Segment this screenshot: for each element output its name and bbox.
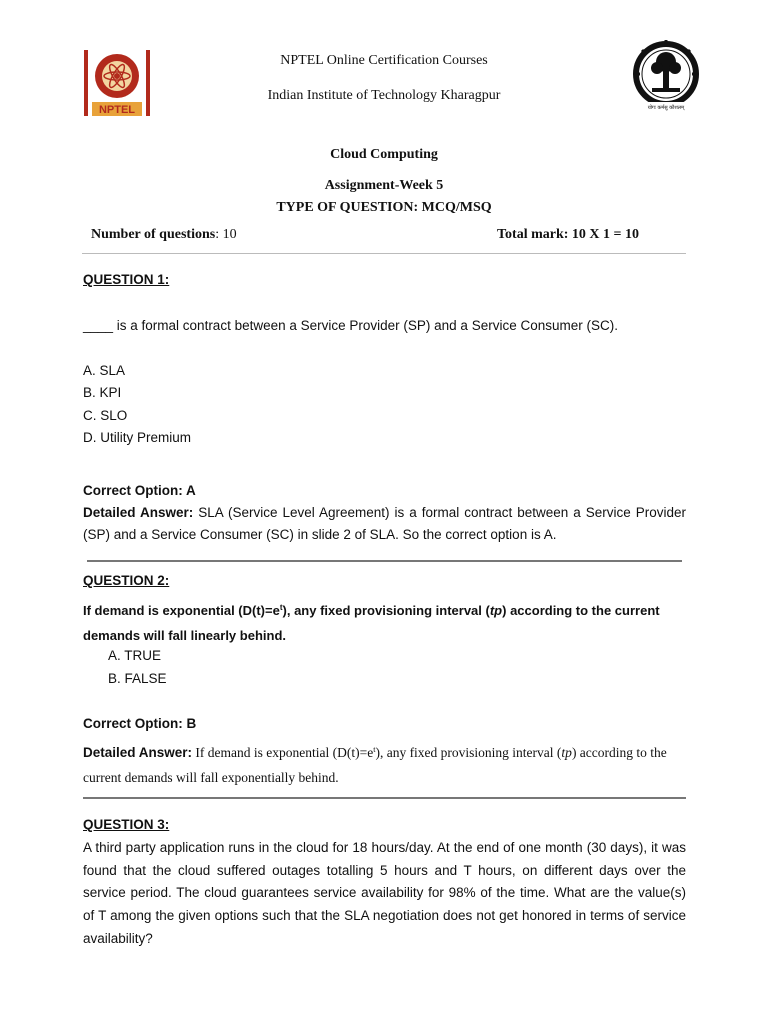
q2-option-b: B. FALSE xyxy=(108,671,167,686)
q2-detail-tp: tp xyxy=(561,745,572,760)
q2-detail-b: ), any fixed provisioning interval ( xyxy=(375,745,562,760)
q1-correct-option: Correct Option: A xyxy=(83,483,196,498)
q1-detail-text: SLA (Service Level Agreement) is a formal contract between a Service Provider (SP) and a Service Consumer (SC) in slide 2 of SLA. So the correct option is A. xyxy=(83,505,686,542)
q1-detailed-answer xyxy=(83,502,686,546)
q2-detail-sup: t xyxy=(373,745,376,754)
q1-option-c: C. SLO xyxy=(83,408,128,423)
q2-text-sup: t xyxy=(279,603,283,612)
q3-title: QUESTION 3: xyxy=(83,817,170,832)
total-mark: Total mark: 10 X 1 = 10 xyxy=(497,227,640,242)
q1-option-d: D. Utility Premium xyxy=(83,430,192,445)
num-questions xyxy=(91,227,237,243)
q2-detail-c: ) according to the current demands will fall exponentially behind. xyxy=(83,745,667,785)
nptel-logo-text: NPTEL xyxy=(98,104,136,116)
q2-detail-label: Detailed Answer: xyxy=(83,745,193,760)
question-type: TYPE OF QUESTION: MCQ/MSQ xyxy=(276,200,492,215)
q1-divider xyxy=(87,560,682,562)
q2-detailed-answer xyxy=(83,737,683,790)
assignment-title: Assignment-Week 5 xyxy=(324,178,444,193)
q1-option-b: B. KPI xyxy=(83,385,122,400)
header-line-2: Indian Institute of Technology Kharagpur xyxy=(267,88,501,103)
q2-text-c: ) according to the current demands will fall linearly behind. xyxy=(83,603,660,643)
q2-text-b: ), any fixed provisioning interval ( xyxy=(282,603,490,618)
q2-correct-option: Correct Option: B xyxy=(83,716,197,731)
header-line-1: NPTEL Online Certification Courses xyxy=(280,53,488,68)
header-divider xyxy=(82,253,686,254)
q3-text: A third party application runs in the cloud for 18 hours/day. At the end of one month (30 days), it was found that the cloud suffered outages totalling 5 hours and T hours, on different days over the service period. The cloud guarantees service availability for 98% of the time. What are the value(s) of T among the given options such that the SLA negotiation does not get honored in terms of service availability? xyxy=(83,840,686,946)
q1-text: ____ is a formal contract between a Service Provider (SP) and a Service Consumer (SC). xyxy=(83,318,618,333)
q2-detail-a: If demand is exponential (D(t)=e xyxy=(192,745,374,760)
num-questions-label: Number of questions xyxy=(91,227,216,242)
q2-title: QUESTION 2: xyxy=(83,573,170,588)
iit-motto: योगः कर्मसु कौशलम् xyxy=(647,105,685,111)
q2-divider xyxy=(83,797,686,799)
q1-title: QUESTION 1: xyxy=(83,272,170,287)
q2-text-tp: tp xyxy=(489,603,503,618)
q2-text-a: If demand is exponential (D(t)=e xyxy=(83,603,280,618)
num-questions-value: : 10 xyxy=(215,227,237,242)
q2-text xyxy=(83,595,683,648)
q1-detail-label: Detailed Answer: xyxy=(83,505,194,520)
q1-option-a: A. SLA xyxy=(83,363,126,378)
q2-option-a: A. TRUE xyxy=(108,648,162,663)
course-title: Cloud Computing xyxy=(330,147,438,162)
